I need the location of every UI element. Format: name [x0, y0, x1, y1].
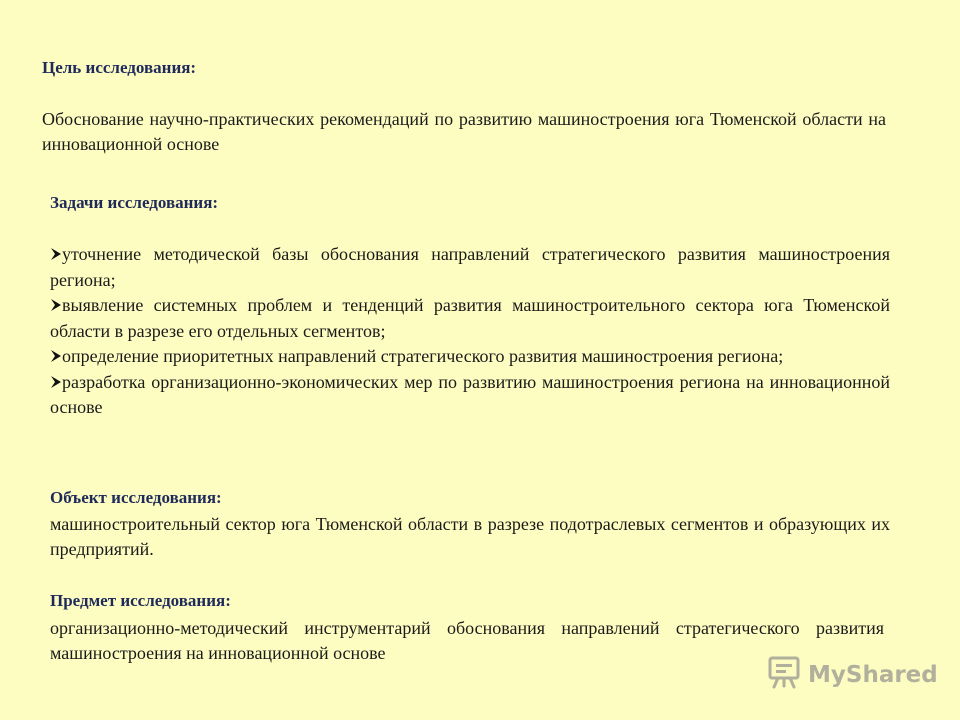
object-heading: Объект исследования: [50, 488, 222, 507]
arrow-bullet-icon [50, 298, 62, 312]
arrow-bullet-icon [50, 349, 62, 363]
task-text: выявление системных проблем и тенденций развития машиностроительного сектора юга Тюменской области в разрезе его отдельных сегментов; [50, 295, 890, 341]
tasks-heading: Задачи исследования: [50, 193, 219, 212]
subject-heading: Предмет исследования: [50, 591, 231, 610]
presentation-board-icon [766, 655, 802, 695]
subject-text: организационно-методический инструментарий обоснования направлений стратегического развития машиностроения на инновационной основе [50, 618, 884, 663]
tasks-list [50, 242, 890, 421]
task-text: уточнение методической базы обоснования направлений стратегического развития машиностроения региона; [50, 244, 890, 290]
watermark-text: MyShared [808, 662, 938, 688]
arrow-bullet-icon [50, 247, 62, 261]
list-item [50, 344, 890, 370]
object-text: машиностроительный сектор юга Тюменской области в разрезе подотраслевых сегментов и образующих их предприятий. [50, 514, 890, 559]
goal-text: Обоснование научно-практических рекомендаций по развитию машиностроения юга Тюменской области на инновационной основе [42, 109, 886, 154]
list-item [50, 293, 890, 344]
arrow-bullet-icon [50, 375, 62, 389]
watermark [766, 657, 938, 693]
task-text: разработка организационно-экономических мер по развитию машиностроения региона на инновационной основе [50, 371, 890, 417]
goal-heading: Цель исследования: [42, 58, 197, 77]
list-item [50, 242, 890, 293]
task-text: определение приоритетных направлений стратегического развития машиностроения региона; [62, 346, 784, 366]
list-item [50, 370, 890, 421]
